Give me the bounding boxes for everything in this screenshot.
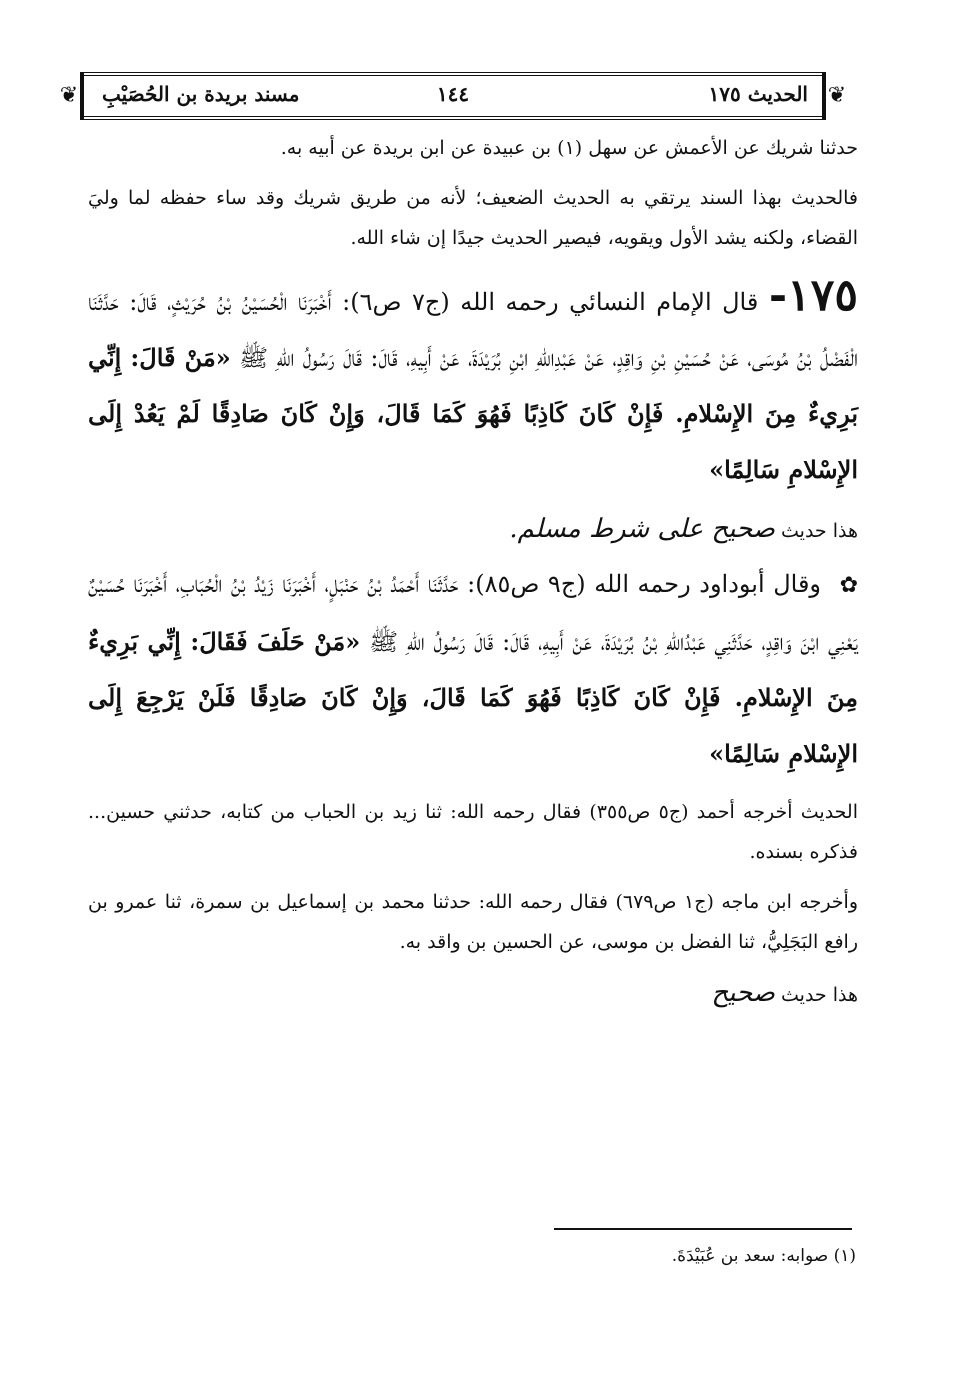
takhrij-ahmad: الحديث أخرجه أحمد (ج٥ ص٣٥٥) فقال رحمه الله: ثنا زيد بن الحباب من كتابه، حدثني حسين... فذكره بسنده.	[88, 801, 858, 863]
page-number: ١٤٤	[436, 82, 470, 106]
paragraph-sanad-continuation: حدثنا شريك عن الأعمش عن سهل (١) بن عبيدة عن ابن بريدة عن أبيه به.	[280, 137, 858, 159]
hadith-intro: قال الإمام النسائي رحمه الله (ج٧ ص٦):	[342, 288, 759, 316]
hadith-number-label: الحديث ١٧٥	[708, 82, 808, 106]
takhrij-ibnmajah: وأخرجه ابن ماجه (ج١ ص٦٧٩) فقال رحمه الله: حدثنا محمد بن إسماعيل بن سمرة، ثنا عمرو بن رافع البَجَلِيُّ، ثنا الفضل بن موسى، عن الحسين بن واقد به.	[88, 891, 859, 953]
final-grading-line	[88, 968, 858, 1020]
decorative-flourish-icon: ❦	[59, 83, 79, 108]
hadith-number: ١٧٥-	[768, 270, 859, 321]
final-grading-prefix: هذا حديث	[781, 984, 858, 1006]
hadith-175-block	[88, 268, 858, 498]
abudawud-intro: وقال أبوداود رحمه الله (ج٩ ص٨٥):	[467, 570, 822, 598]
page-body	[88, 128, 858, 1020]
abudawud-matn: «مَنْ حَلَفَ فَقَالَ: إِنِّي بَرِيءٌ مِنَ الإِسْلامِ. فَإِنْ كَانَ كَاذِبًا فَهُوَ كَمَا قَالَ، وَإِنْ كَانَ صَادِقًا فَلَنْ يَرْجِعَ إِلَى الإِسْلامِ سَالِمًا»	[88, 627, 858, 768]
footnote: (١) صوابه: سعد بن عُبَيْدَةَ.	[671, 1246, 856, 1266]
grading-prefix: هذا حديث	[781, 520, 858, 542]
running-header	[58, 72, 848, 120]
flower-bullet-icon: ✿	[839, 573, 859, 598]
abudawud-isnad: حَدَّثَنَا أَحْمَدُ بْنُ حَنْبَلٍ، أَخْبَرَنَا زَيْدُ بْنُ الْحُبَابِ، أَخْبَرَنَا حُسَيْنٌ يَعْنِي ابْنَ وَاقِدٍ، حَدَّثَنِي عَبْدُاللهِ بْنُ بُرَيْدَةَ، عَنْ أَبِيهِ، قَالَ: قَالَ رَسُولُ اللهِ ﷺ	[88, 570, 858, 656]
abudawud-block	[88, 556, 858, 782]
final-grading-script: صحيح	[711, 978, 775, 1008]
hadith-matn: «مَنْ قَالَ: إِنِّي بَرِيءٌ مِنَ الإِسْلامِ. فَإِنْ كَانَ كَاذِبًا فَهُوَ كَمَا قَالَ، وَإِنْ كَانَ صَادِقًا لَمْ يَعُدْ إِلَى الإِسْلامِ سَالِمًا»	[88, 343, 858, 484]
decorative-flourish-icon: ❦	[827, 83, 847, 108]
book-title: مسند بريدة بن الحُصَيْبِ	[102, 82, 300, 106]
grading-script: صحيح على شرط مسلم.	[509, 514, 775, 544]
grading-line	[88, 504, 858, 556]
paragraph-commentary: فالحديث بهذا السند يرتقي به الحديث الضعيف؛ لأنه من طريق شريك وقد ساء حفظه لما وليَ القضاء، ولكنه يشد الأول ويقويه، فيصير الحديث جيدًا إن شاء الله.	[88, 187, 858, 249]
hadith-isnad: أَخْبَرَنَا الْحُسَيْنُ بْنُ حُرَيْثٍ، قَالَ: حَدَّثَنَا الْفَضْلُ بْنُ مُوسَى، عَنْ حُسَيْنِ بْنِ وَاقِدٍ، عَنْ عَبْدِاللهِ ابْنِ بُرَيْدَةَ، عَنْ أَبِيهِ، قَالَ: قَالَ رَسُولُ اللهِ ﷺ	[88, 288, 858, 372]
